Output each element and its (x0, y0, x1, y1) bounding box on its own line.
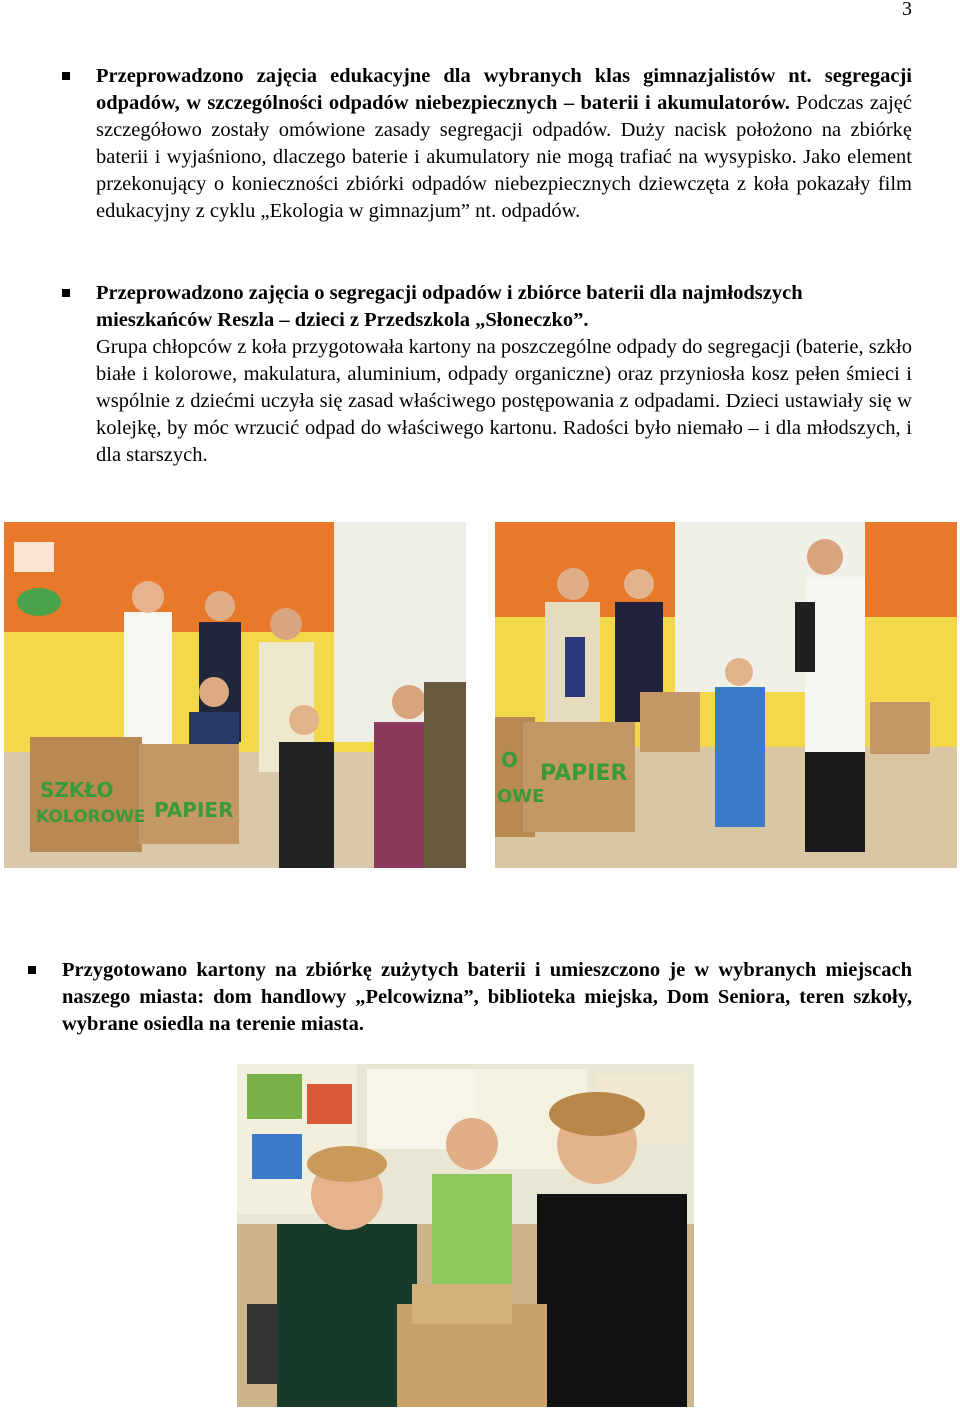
paragraph-3: Przygotowano kartony na zbiórkę zużytych baterii i umieszczono je w wybranych miejscach naszego miasta: dom handlowy „Pelcowizna”, biblioteka miejska, Dom Seniora, teren szkoły, wybrane osiedla na terenie miasta. (62, 959, 912, 1035)
bullet-square-icon (62, 289, 70, 297)
paragraph-1-lead: Przeprowadzono zajęcia edukacyjne dla wybranych klas gimnazjalistów nt. segregacji odpadów, w szczególności odpadów niebezpiecznych – baterii i akumulatorów. (96, 65, 912, 114)
box-label-o: O (501, 748, 519, 772)
box-label-szklo: SZKŁO (40, 778, 114, 802)
paragraph-1-body: Podczas zajęć szczegółowo zostały omówione zasady segregacji odpadów. Duży nacisk położono na zbiórkę baterii i wyjaśniono, dlaczego baterie i akumulatory nie mogą trafiać na wysypisko. Jako element przekonujący o konieczności zbiórki odpadów niebezpiecznych dziewczęta z koła pokazały film edukacyjny z cyklu „Ekologia w gimnazjum” nt. odpadów. (96, 92, 912, 222)
bullet-item-2 (62, 280, 912, 469)
box-label-papier: PAPIER (154, 798, 234, 822)
box-label-papier-2: PAPIER (540, 761, 628, 786)
bullet-item-1 (62, 63, 912, 225)
paragraph-2-lead: Przeprowadzono zajęcia o segregacji odpadów i zbiórce baterii dla najmłodszych mieszkańców Reszla – dzieci z Przedszkola „Słoneczko”. (96, 282, 803, 331)
bullet-item-3 (28, 957, 912, 1038)
page-number: 3 (902, 0, 912, 20)
paragraph-2-body: Grupa chłopców z koła przygotowała kartony na poszczególne odpady do segregacji (baterie, szkło białe i kolorowe, makulatura, aluminium, odpady organiczne) oraz przyniosła kosz pełen śmieci i wspólnie z dziećmi uczyła się zasad właściwego postępowania z odpadami. Dzieci ustawiały się w kolejkę, by móc wrzucić odpad do właściwego kartonu. Radości było niemało – i dla młodszych, i dla starszych. (96, 336, 912, 466)
bullet-square-icon (62, 72, 70, 80)
paragraph-1 (96, 63, 912, 225)
photo-boys-packing (237, 1064, 694, 1407)
photo-classroom-left (4, 522, 466, 868)
photo-classroom-right (495, 522, 957, 868)
box-label-owe: OWE (497, 786, 545, 807)
box-label-kolorowe: KOLOROWE (36, 807, 146, 827)
bullet-square-icon (28, 966, 36, 974)
